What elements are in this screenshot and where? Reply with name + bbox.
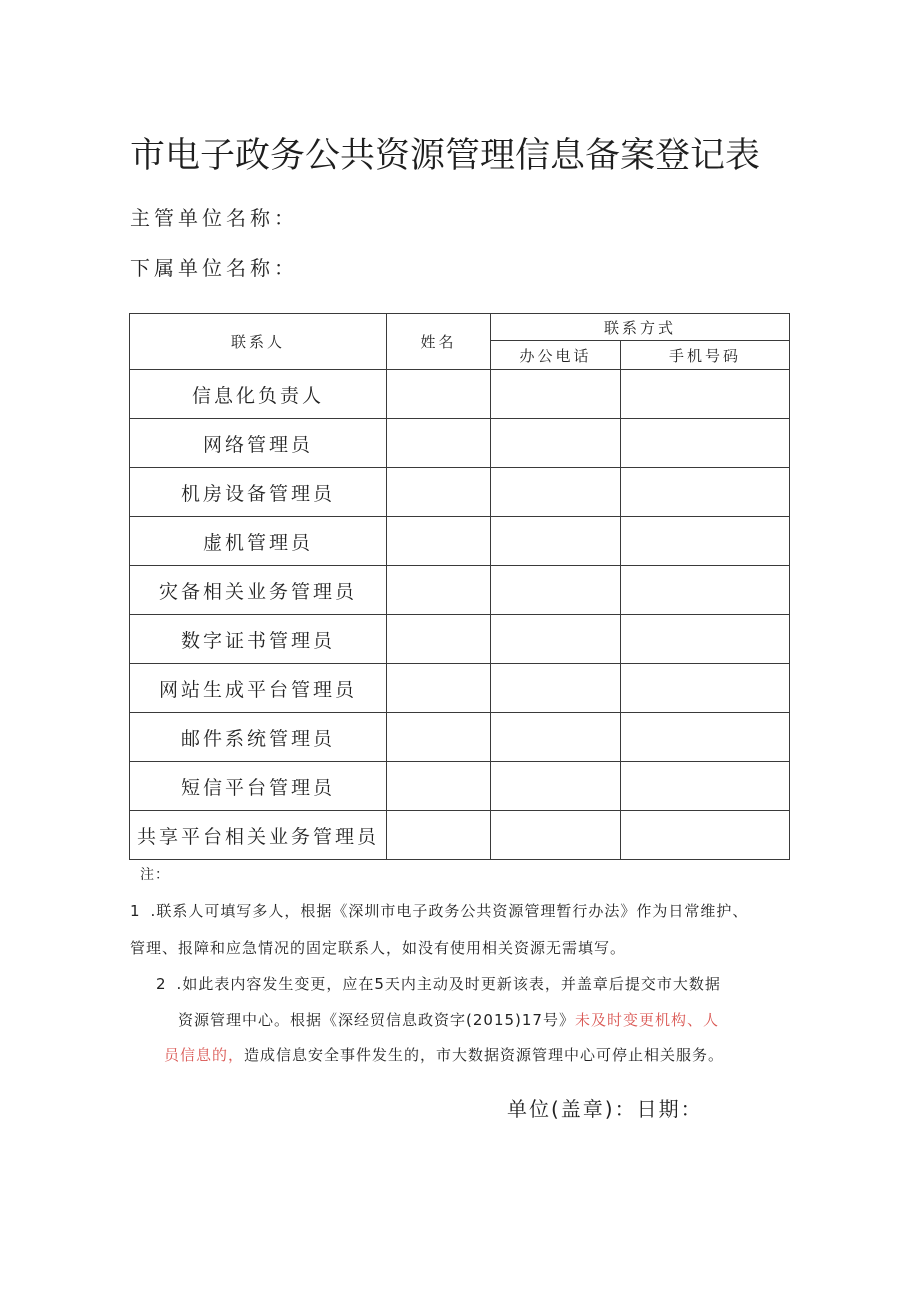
table-row — [130, 566, 790, 615]
table-row — [130, 811, 790, 860]
name-cell[interactable] — [387, 517, 491, 566]
header-office-phone: 办公电话 — [491, 341, 621, 370]
mobile-cell[interactable] — [621, 370, 790, 419]
mobile-cell[interactable] — [621, 811, 790, 860]
note-1-line-2: 管理、报障和应急情况的固定联系人，如没有使用相关资源无需填写。 — [130, 939, 627, 957]
note-2-number: 2 — [156, 975, 167, 993]
note-2-line-2-text: 资源管理中心。根据《深经贸信息政资字(2015)17号》 — [178, 1011, 575, 1029]
mobile-cell[interactable] — [621, 566, 790, 615]
name-cell[interactable] — [387, 762, 491, 811]
mobile-cell[interactable] — [621, 419, 790, 468]
table-row — [130, 664, 790, 713]
header-contact-method: 联系方式 — [491, 314, 790, 341]
table-row — [130, 517, 790, 566]
name-cell[interactable] — [387, 713, 491, 762]
table-row — [130, 762, 790, 811]
office-phone-cell[interactable] — [491, 468, 621, 517]
office-phone-cell[interactable] — [491, 664, 621, 713]
role-cell: 网络管理员 — [130, 419, 387, 468]
role-cell: 灾备相关业务管理员 — [130, 566, 387, 615]
supervisor-unit-label: 主管单位名称： — [130, 206, 298, 230]
header-mobile: 手机号码 — [621, 341, 790, 370]
page-title: 市电子政务公共资源管理信息备案登记表 — [130, 136, 761, 176]
note-1-text: .联系人可填写多人，根据《深圳市电子政务公共资源管理暂行办法》作为日常维护、 — [150, 902, 749, 920]
note-2-line-2 — [178, 1009, 719, 1030]
note-2-line-1 — [156, 973, 721, 994]
header-name: 姓名 — [387, 314, 491, 370]
table-row — [130, 615, 790, 664]
mobile-cell[interactable] — [621, 713, 790, 762]
office-phone-cell[interactable] — [491, 517, 621, 566]
role-cell: 数字证书管理员 — [130, 615, 387, 664]
note-1-line-1 — [130, 900, 748, 921]
note-2-line-3-text: 造成信息安全事件发生的，市大数据资源管理中心可停止相关服务。 — [244, 1046, 725, 1064]
name-cell[interactable] — [387, 566, 491, 615]
registration-table — [129, 313, 790, 860]
mobile-cell[interactable] — [621, 468, 790, 517]
supervisor-unit-field[interactable] — [130, 202, 598, 231]
office-phone-cell[interactable] — [491, 615, 621, 664]
name-cell[interactable] — [387, 370, 491, 419]
note-2-line-3 — [164, 1044, 724, 1065]
table-row — [130, 468, 790, 517]
mobile-cell[interactable] — [621, 762, 790, 811]
name-cell[interactable] — [387, 419, 491, 468]
office-phone-cell[interactable] — [491, 566, 621, 615]
role-cell: 机房设备管理员 — [130, 468, 387, 517]
role-cell: 短信平台管理员 — [130, 762, 387, 811]
name-cell[interactable] — [387, 468, 491, 517]
office-phone-cell[interactable] — [491, 713, 621, 762]
role-cell: 邮件系统管理员 — [130, 713, 387, 762]
role-cell: 虚机管理员 — [130, 517, 387, 566]
role-cell: 共享平台相关业务管理员 — [130, 811, 387, 860]
name-cell[interactable] — [387, 615, 491, 664]
mobile-cell[interactable] — [621, 517, 790, 566]
table-row — [130, 713, 790, 762]
subordinate-unit-label: 下属单位名称： — [130, 256, 298, 280]
name-cell[interactable] — [387, 811, 491, 860]
notes-label: 注： — [140, 867, 170, 883]
note-1-number: 1 — [130, 902, 141, 920]
subordinate-unit-field[interactable] — [130, 252, 598, 281]
role-cell: 信息化负责人 — [130, 370, 387, 419]
office-phone-cell[interactable] — [491, 811, 621, 860]
name-cell[interactable] — [387, 664, 491, 713]
note-2-line-2-highlight: 未及时变更机构、人 — [574, 1011, 719, 1029]
note-2-text: .如此表内容发生变更，应在5天内主动及时更新该表，并盖章后提交市大数据 — [176, 975, 721, 993]
table-header-row — [130, 314, 790, 341]
table-row — [130, 370, 790, 419]
unit-seal-date-line: 单位(盖章)：日期： — [507, 1097, 703, 1121]
office-phone-cell[interactable] — [491, 762, 621, 811]
table-row — [130, 419, 790, 468]
mobile-cell[interactable] — [621, 664, 790, 713]
note-2-line-3-highlight: 员信息的， — [164, 1046, 245, 1064]
office-phone-cell[interactable] — [491, 370, 621, 419]
mobile-cell[interactable] — [621, 615, 790, 664]
office-phone-cell[interactable] — [491, 419, 621, 468]
header-contact: 联系人 — [130, 314, 387, 370]
role-cell: 网站生成平台管理员 — [130, 664, 387, 713]
